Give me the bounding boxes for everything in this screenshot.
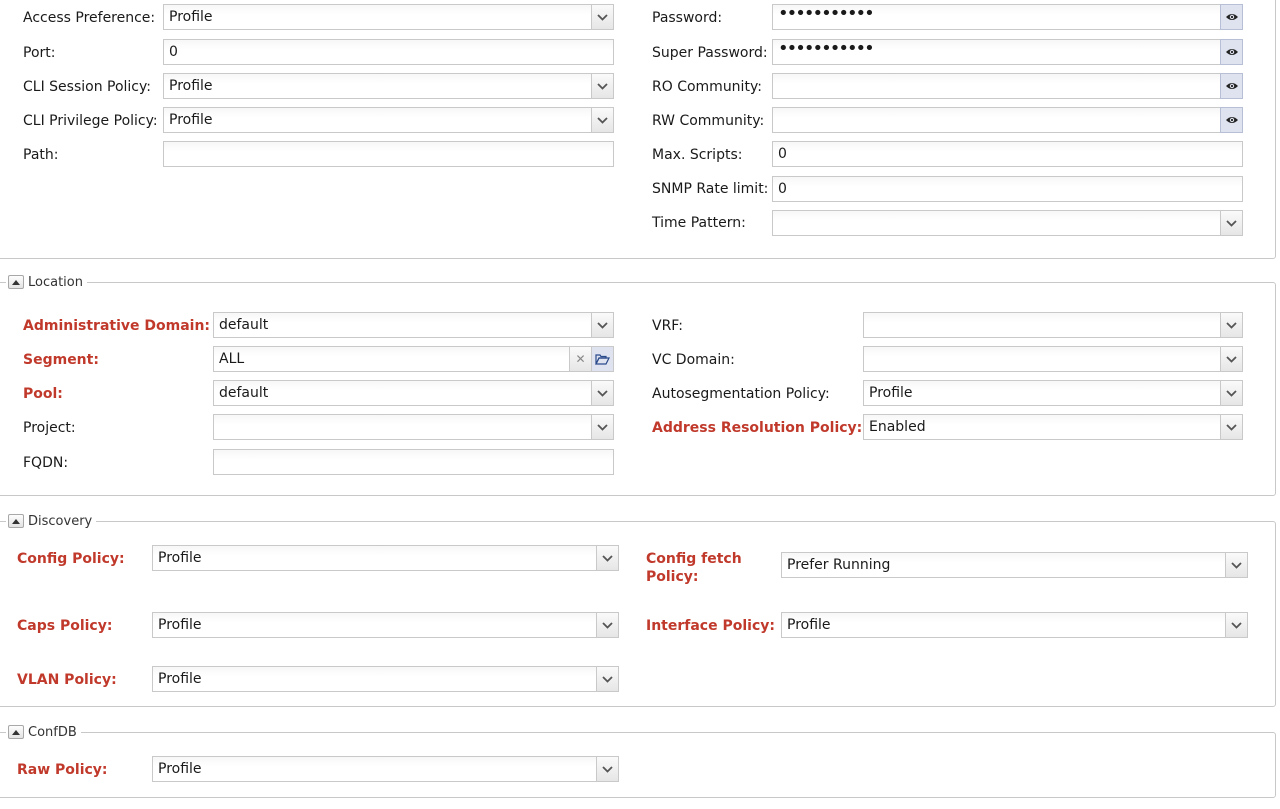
config-fetch-policy-label-line2: Policy: <box>646 569 699 585</box>
max-scripts-input[interactable] <box>772 141 1243 167</box>
segment-lookup[interactable] <box>213 346 614 372</box>
chevron-down-icon[interactable] <box>596 546 618 570</box>
address-resolution-policy-label: Address Resolution Policy: <box>652 420 863 436</box>
cli-session-policy-value: Profile <box>169 78 213 94</box>
discovery-title: Discovery <box>28 513 93 529</box>
chevron-down-icon[interactable] <box>1220 347 1242 371</box>
max-scripts-label: Max. Scripts: <box>652 147 743 163</box>
cli-privilege-policy-select[interactable] <box>163 107 614 133</box>
chevron-down-icon[interactable] <box>596 667 618 691</box>
config-policy-select[interactable] <box>152 545 619 571</box>
access-preference-select[interactable] <box>163 4 614 30</box>
clear-x-icon[interactable]: ✕ <box>569 347 591 371</box>
access-preference-value: Profile <box>169 9 213 25</box>
raw-policy-select[interactable] <box>152 756 619 782</box>
segment-value: ALL <box>219 351 245 367</box>
time-pattern-select[interactable] <box>772 210 1243 236</box>
chevron-down-icon[interactable] <box>1220 381 1242 405</box>
vrf-select[interactable] <box>863 312 1243 338</box>
folder-open-icon[interactable] <box>591 347 613 371</box>
chevron-down-icon[interactable] <box>1220 211 1242 235</box>
port-label: Port: <box>23 45 56 61</box>
eye-icon[interactable] <box>1220 39 1243 65</box>
vlan-policy-value: Profile <box>158 671 202 687</box>
config-fetch-policy-select[interactable] <box>781 552 1248 578</box>
super-password-label: Super Password: <box>652 45 768 61</box>
chevron-down-icon[interactable] <box>1225 613 1247 637</box>
port-input[interactable] <box>163 39 614 65</box>
fqdn-label: FQDN: <box>23 455 69 471</box>
ro-community-field[interactable] <box>772 73 1243 99</box>
collapse-up-icon[interactable] <box>8 275 24 289</box>
chevron-down-icon[interactable] <box>596 613 618 637</box>
chevron-down-icon[interactable] <box>591 415 613 439</box>
pool-label: Pool: <box>23 386 63 402</box>
autosegmentation-policy-value: Profile <box>869 385 913 401</box>
vc-domain-select[interactable] <box>863 346 1243 372</box>
location-legend <box>0 273 87 291</box>
path-input[interactable] <box>163 141 614 167</box>
chevron-down-icon[interactable] <box>591 381 613 405</box>
password-field[interactable] <box>772 4 1243 30</box>
caps-policy-label: Caps Policy: <box>17 618 113 634</box>
pool-select[interactable] <box>213 380 614 406</box>
config-policy-label: Config Policy: <box>17 551 125 567</box>
config-fetch-policy-value: Prefer Running <box>787 557 891 573</box>
project-select[interactable] <box>213 414 614 440</box>
confdb-title: ConfDB <box>28 724 77 740</box>
chevron-down-icon[interactable] <box>591 74 613 98</box>
pool-value: default <box>219 385 269 401</box>
path-label: Path: <box>23 147 59 163</box>
cli-session-policy-label: CLI Session Policy: <box>23 79 151 95</box>
ro-community-label: RO Community: <box>652 79 762 95</box>
chevron-down-icon[interactable] <box>591 313 613 337</box>
cli-privilege-policy-label: CLI Privilege Policy: <box>23 113 158 129</box>
segment-label: Segment: <box>23 352 99 368</box>
port-value: 0 <box>169 44 178 60</box>
autosegmentation-policy-select[interactable] <box>863 380 1243 406</box>
rw-community-label: RW Community: <box>652 113 765 129</box>
confdb-legend <box>0 723 81 741</box>
location-title: Location <box>28 274 83 290</box>
time-pattern-label: Time Pattern: <box>652 215 746 231</box>
snmp-rate-limit-label: SNMP Rate limit: <box>652 181 769 197</box>
chevron-down-icon[interactable] <box>596 757 618 781</box>
vrf-label: VRF: <box>652 318 683 334</box>
project-label: Project: <box>23 420 76 436</box>
autosegmentation-policy-label: Autosegmentation Policy: <box>652 386 830 402</box>
address-resolution-policy-select[interactable] <box>863 414 1243 440</box>
super-password-value: ••••••••••• <box>778 38 873 59</box>
cli-privilege-policy-value: Profile <box>169 112 213 128</box>
rw-community-field[interactable] <box>772 107 1243 133</box>
snmp-rate-limit-input[interactable] <box>772 176 1243 202</box>
chevron-down-icon[interactable] <box>1220 415 1242 439</box>
vlan-policy-label: VLAN Policy: <box>17 672 117 688</box>
max-scripts-value: 0 <box>778 146 787 162</box>
caps-policy-select[interactable] <box>152 612 619 638</box>
chevron-down-icon[interactable] <box>1225 553 1247 577</box>
collapse-up-icon[interactable] <box>8 725 24 739</box>
administrative-domain-value: default <box>219 317 269 333</box>
eye-icon[interactable] <box>1220 107 1243 133</box>
collapse-up-icon[interactable] <box>8 514 24 528</box>
config-policy-value: Profile <box>158 550 202 566</box>
access-preference-label: Access Preference: <box>23 10 156 26</box>
chevron-down-icon[interactable] <box>591 108 613 132</box>
vc-domain-label: VC Domain: <box>652 352 735 368</box>
address-resolution-policy-value: Enabled <box>869 419 926 435</box>
caps-policy-value: Profile <box>158 617 202 633</box>
interface-policy-value: Profile <box>787 617 831 633</box>
raw-policy-value: Profile <box>158 761 202 777</box>
administrative-domain-label: Administrative Domain: <box>23 318 211 334</box>
discovery-legend <box>0 512 96 530</box>
interface-policy-select[interactable] <box>781 612 1248 638</box>
chevron-down-icon[interactable] <box>1220 313 1242 337</box>
raw-policy-label: Raw Policy: <box>17 762 108 778</box>
chevron-down-icon[interactable] <box>591 5 613 29</box>
eye-icon[interactable] <box>1220 4 1243 30</box>
config-fetch-policy-label-line1: Config fetch <box>646 551 742 567</box>
snmp-rate-limit-value: 0 <box>778 181 787 197</box>
password-label: Password: <box>652 10 723 26</box>
cli-session-policy-select[interactable] <box>163 73 614 99</box>
administrative-domain-select[interactable] <box>213 312 614 338</box>
interface-policy-label: Interface Policy: <box>646 618 775 634</box>
fqdn-input[interactable] <box>213 449 614 475</box>
super-password-field[interactable] <box>772 39 1243 65</box>
password-value: ••••••••••• <box>778 3 873 24</box>
vlan-policy-select[interactable] <box>152 666 619 692</box>
eye-icon[interactable] <box>1220 73 1243 99</box>
